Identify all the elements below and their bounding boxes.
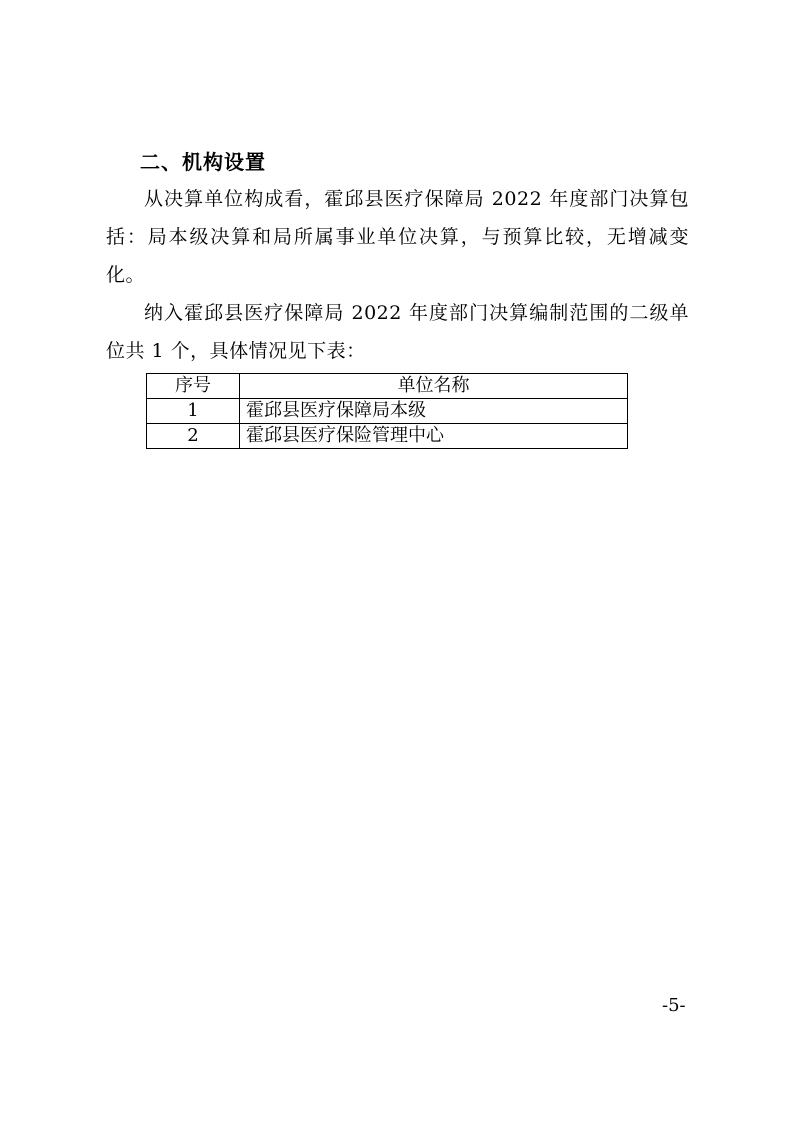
table-row: [147, 424, 628, 449]
paragraph-composition: 从决算单位构成看，霍邱县医疗保障局 2022 年度部门决算包括：局本级决算和局所属事业单位决算，与预算比较，无增减变化。: [106, 188, 689, 286]
table-row: [147, 399, 628, 424]
header-serial-number: 序号: [147, 374, 240, 399]
units-table: [146, 373, 628, 449]
paragraph-scope: 纳入霍邱县医疗保障局 2022 年度部门决算编制范围的二级单位共 1 个，具体情况见下表：: [106, 302, 689, 362]
header-unit-name: 单位名称: [240, 374, 628, 399]
page-number: -5-: [662, 995, 686, 1016]
row-unit-name: 霍邱县医疗保障局本级: [240, 399, 628, 424]
row-serial-number: 1: [147, 399, 240, 424]
section-heading: 二、机构设置: [140, 150, 266, 174]
table-header-row: [147, 374, 628, 399]
row-serial-number: 2: [147, 424, 240, 449]
row-unit-name: 霍邱县医疗保险管理中心: [240, 424, 628, 449]
